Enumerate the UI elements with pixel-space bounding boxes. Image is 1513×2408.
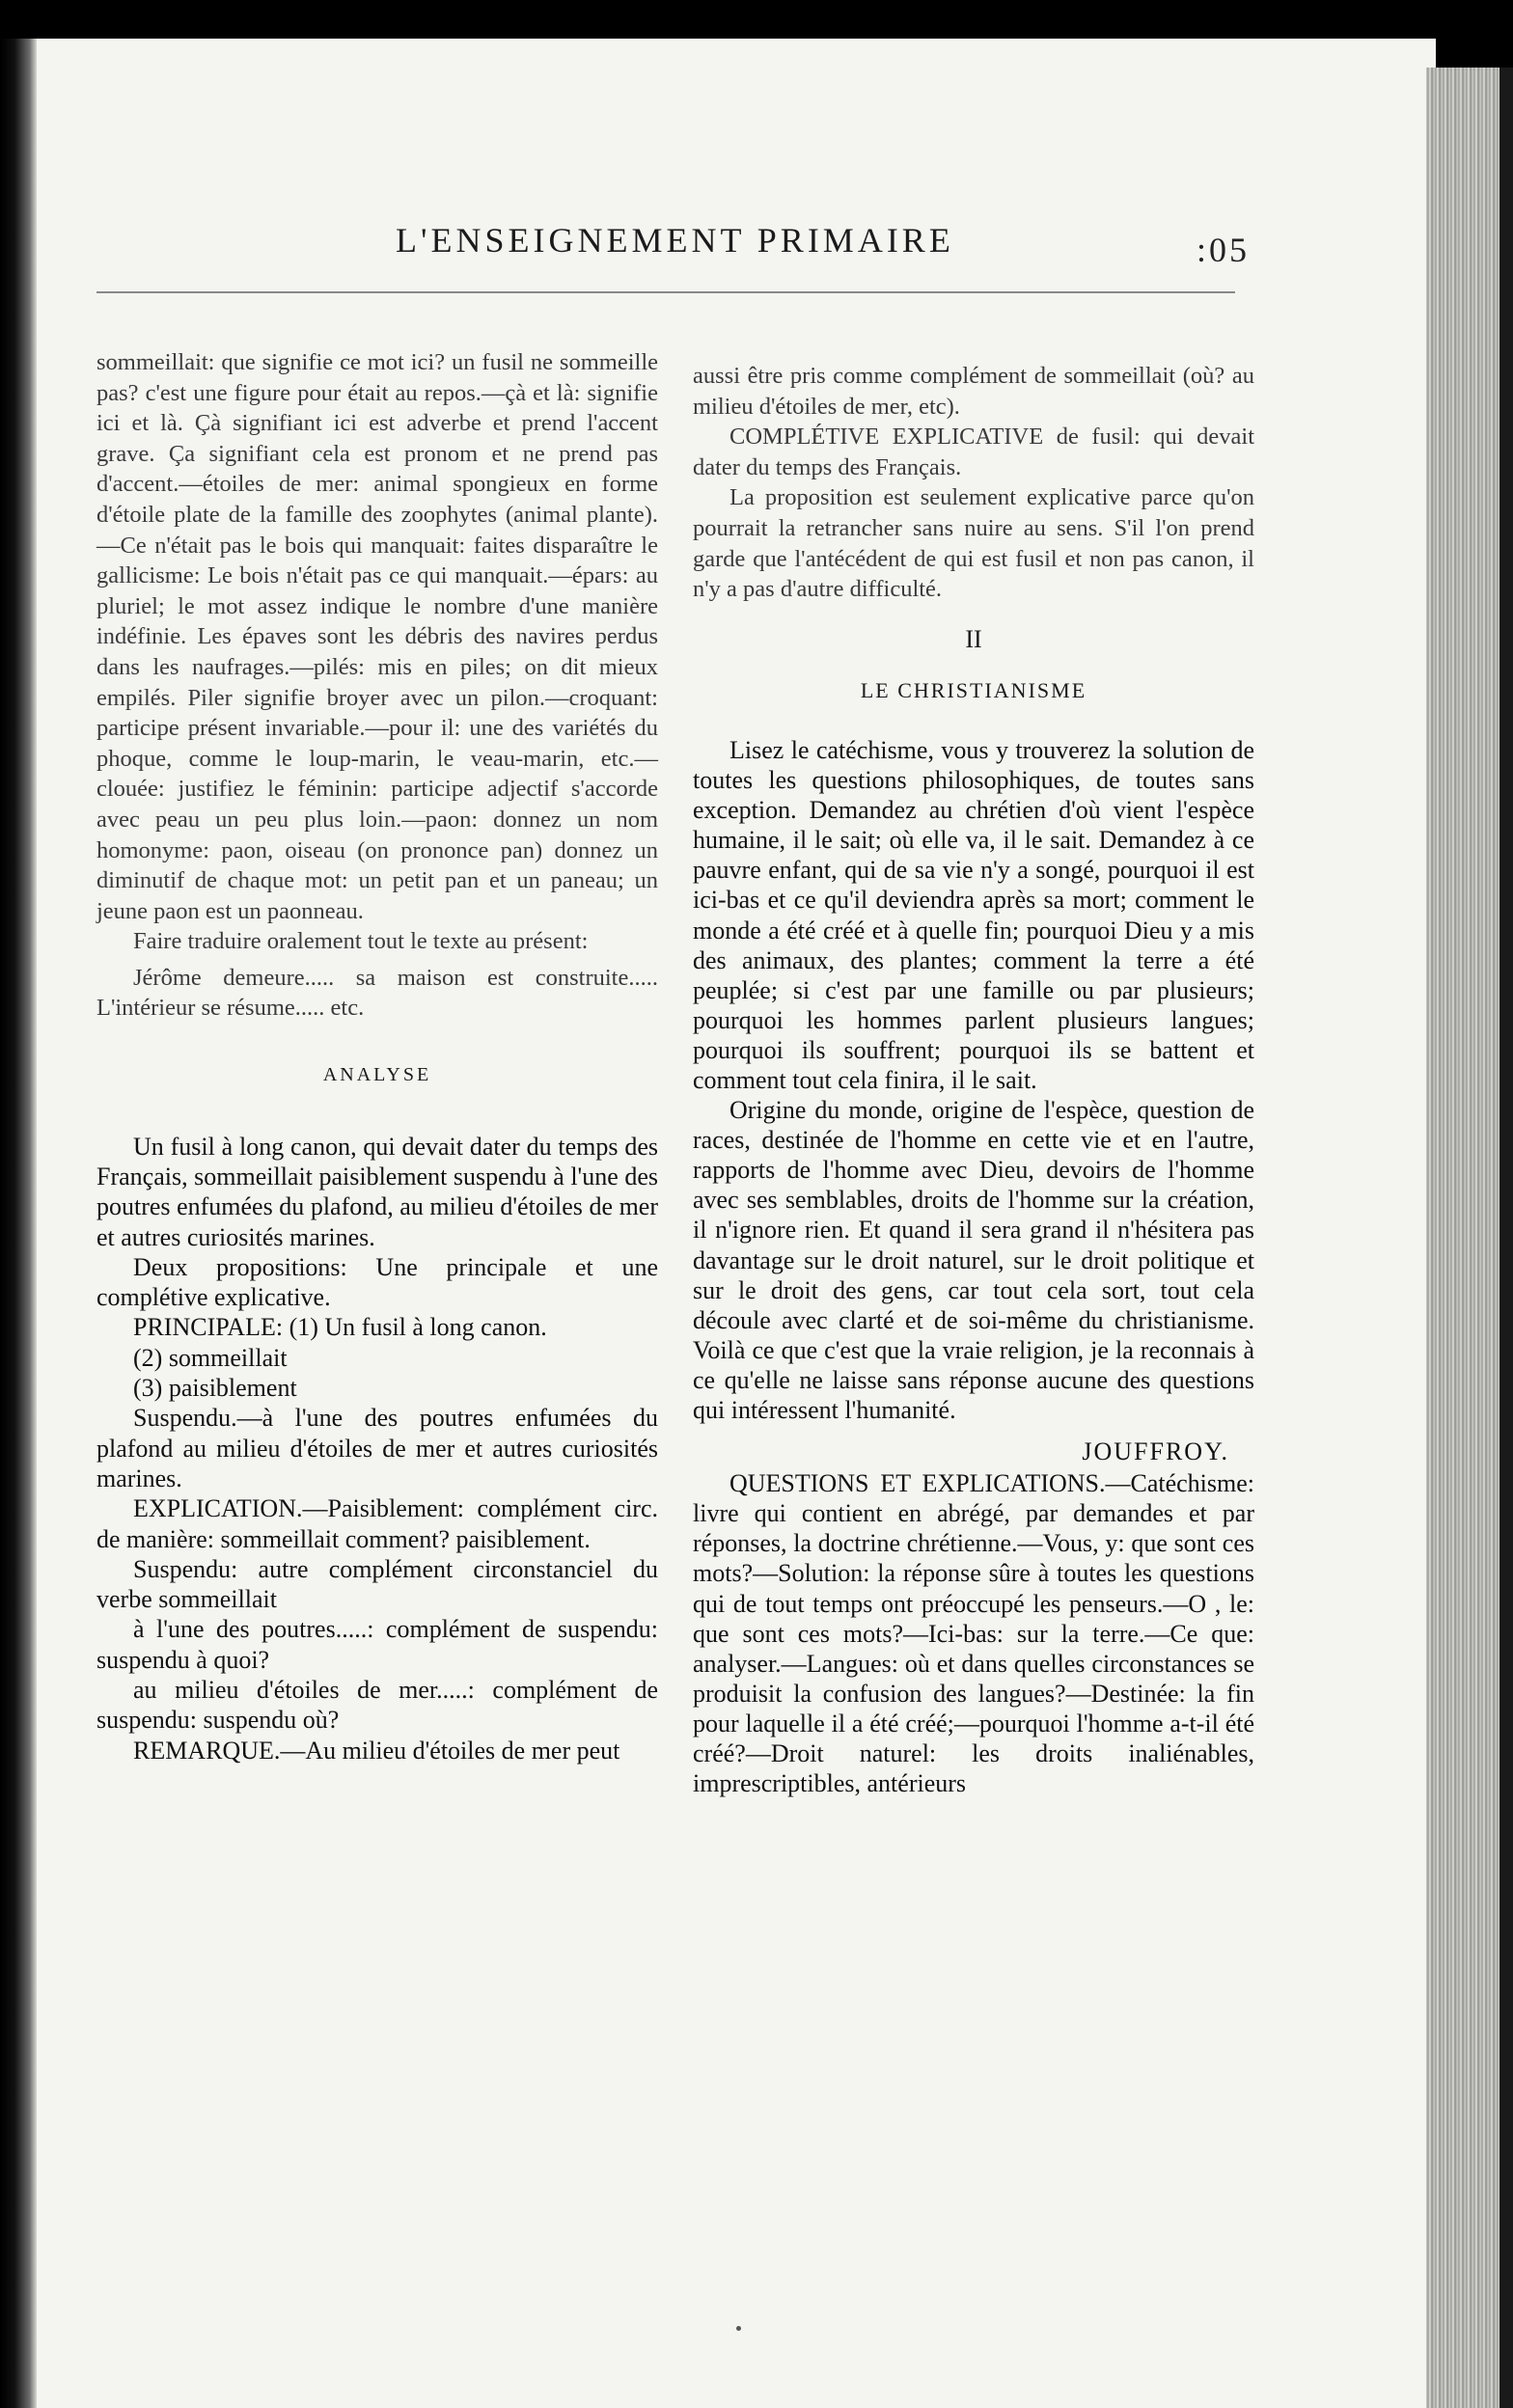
page-number: :05 xyxy=(1197,231,1251,269)
analyse-principale: PRINCIPALE: (1) Un fusil à long canon. xyxy=(133,1313,547,1342)
analyse-item-3: (3) paisiblement xyxy=(133,1374,297,1403)
proposition-note: La proposition est seulement explicative parce qu'on pourrait la retrancher sans nuire au sens. S'il l'on prend garde que l'antécédent de qui est fusil et non pas canon, il n'y a pas d'autre difficulté. xyxy=(693,484,1254,603)
exercise-instruction: Faire traduire oralement tout le texte au présent: xyxy=(133,928,589,955)
right-column xyxy=(693,361,1254,1798)
analyse-poutres: à l'une des poutres.....: complément de suspendu: suspendu à quoi? xyxy=(96,1615,658,1674)
questions-explications: QUESTIONS ET EXPLICATIONS.—Catéchisme: livre qui contient en abrégé, par demandes et par réponses, la doctrine chrétienne.—Vous, y: que sont ces mots?—Solution: la réponse sûre à toutes les questions qui de tout temps ont préoccupé les penseurs.—O , le: que sont ces mots?—Ici-bas: sur la terre.—Ce que: analyser.—Langues: où et dans quelles circonstances se produisit la confusion des langues?—Destinée: la fin pour laquelle il a été créé;—pourquoi l'homme a-t-il été créé?—Droit naturel: les droits inaliénables, imprescriptibles, antérieurs xyxy=(693,1469,1254,1798)
christianisme-paragraph-1: Lisez le catéchisme, vous y trouverez la solution de toutes les questions philosophiques, de toutes sans exception. Demandez au chrétien d'où vient l'espèce humaine, il le sait; où elle va, il le sait. Demandez à ce pauvre enfant, qui de sa vie n'y a songé, pourquoi il est ici-bas et ce qu'il deviendra après sa mort; comment le monde a été créé et à quelle fin; pourquoi Dieu y a mis des animaux, des plantes; comment la terre a été peuplée; si c'est par une famille ou par plusieurs; pourquoi les hommes parlent plusieurs langues; pourquoi ils souffrent; pourquoi ils se battent et comment tout cela finira, il le sait. xyxy=(693,735,1254,1094)
vocabulary-notes: sommeillait: que signifie ce mot ici? un fusil ne sommeille pas? c'est une figure pour était au repos.—çà et là: signifie ici et là. Çà signifiant ici est adverbe et prend l'accent grave. Ça signifiant cela est pronom et ne prend pas d'accent.—étoiles de mer: animal spongieux en forme d'étoile plate de la famille des zoophytes (animal plante).—Ce n'était pas le bois qui manquait: faites disparaître le gallicisme: Le bois n'était pas ce qui manquait.—épars: au pluriel; le mot assez indique le nombre d'une manière indéfinie. Les épaves sont les débris des navires perdus dans les naufrages.—pilés: mis en piles; on dit mieux empilés. Piler signifie broyer avec un pilon.—croquant: participe présent invariable.—pour il: une des variétés du phoque, comme le loup-marin, le veau-marin, etc.—clouée: justifiez le féminin: participe adjectif s'accorde avec peau un peu plus loin.—paon: donnez un nom homonyme: paon, oiseau (on prononce pan) donnez un diminutif de chaque mot: un petit pan et un paneau; un jeune paon est un paonneau. xyxy=(96,349,658,924)
analyse-complement: Suspendu: autre complément circonstanciel du verbe sommeillait xyxy=(96,1554,658,1614)
page-stack-edge xyxy=(1426,68,1513,2408)
analyse-milieu: au milieu d'étoiles de mer.....: complément de suspendu: suspendu où? xyxy=(96,1676,658,1735)
analyse-propositions: Deux propositions: Une principale et une complétive explicative. xyxy=(96,1252,658,1312)
analyse-body xyxy=(96,1132,658,1765)
header-rule xyxy=(96,291,1235,293)
analyse-explication: EXPLICATION.—Paisiblement: complément circ. de manière: sommeillait comment? paisiblement. xyxy=(96,1494,658,1553)
analyse-item-2: (2) sommeillait xyxy=(133,1343,288,1372)
analyse-sentence: Un fusil à long canon, qui devait dater du temps des Français, sommeillait paisiblement suspendu à l'une des poutres enfumées du plafond, au milieu d'étoiles de mer et autres curiosités marines. xyxy=(96,1132,658,1251)
remarque-continued: aussi être pris comme complément de sommeillait (où? au milieu d'étoiles de mer, etc). xyxy=(693,363,1254,420)
christianisme-text xyxy=(693,735,1254,1798)
running-header: L'ENSEIGNEMENT PRIMAIRE xyxy=(396,221,954,260)
analyse-suspendu: Suspendu.—à l'une des poutres enfumées du plafond au milieu d'étoiles de mer et autres curiosités marines. xyxy=(96,1404,658,1492)
analyse-remarque: REMARQUE.—Au milieu d'étoiles de mer peut xyxy=(133,1736,620,1765)
left-column xyxy=(96,347,658,1765)
book-binding-shadow xyxy=(0,39,37,2408)
section-title: LE CHRISTIANISME xyxy=(860,678,1087,703)
christianisme-paragraph-2: Origine du monde, origine de l'espèce, question de races, destinée de l'homme en cette vie et en l'autre, rapports de l'homme avec Dieu, devoirs de l'homme avec ses semblables, droits de l'homme sur la création, il n'ignore rien. Et quand il sera grand il n'hésitera pas davantage sur le droit naturel, sur le droit politique et sur le droit des gens, car tout cela sort, tout cela découle avec clarté et de soi-même du christianisme. Voilà ce que c'est que la vraie religion, je la reconnais à ce qu'elle ne laisse sans réponse aucune des questions qui intéressent l'humanité. xyxy=(693,1096,1254,1424)
author-signature: JOUFFROY. xyxy=(1082,1437,1229,1466)
analyse-heading: ANALYSE xyxy=(322,1064,432,1086)
page-speck xyxy=(736,2326,741,2331)
completive-explicative: COMPLÉTIVE EXPLICATIVE de fusil: qui devait dater du temps des Français. xyxy=(693,424,1254,480)
section-number: II xyxy=(965,624,982,653)
exercise-example: Jérôme demeure..... sa maison est construite..... L'intérieur se résume..... etc. xyxy=(96,964,658,1022)
